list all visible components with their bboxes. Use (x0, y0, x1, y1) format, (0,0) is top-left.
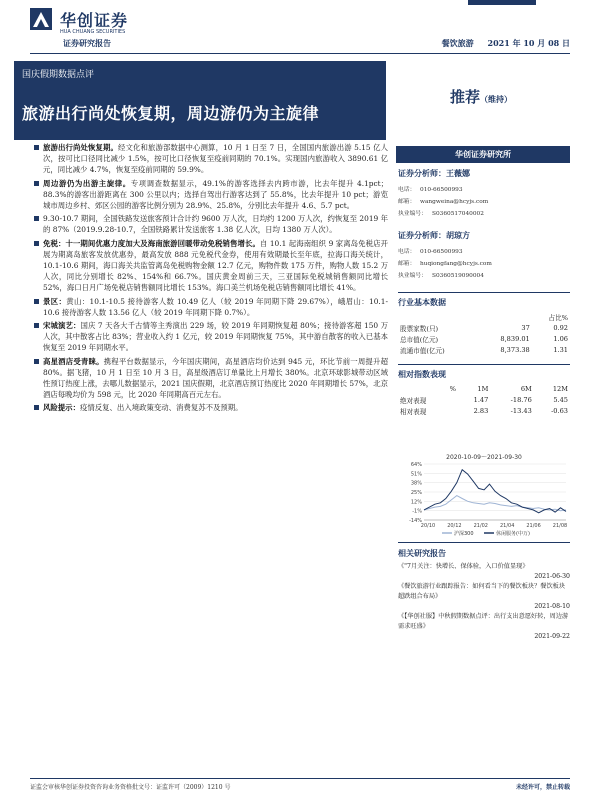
analyst-name-value: 王薇娜 (446, 168, 470, 178)
table-row (398, 344, 570, 355)
related-report-link[interactable]: 《餐饮旅游行业跟踪报告：如何看当下的餐饮板块？餐饮板块超跌组合布局》 (398, 583, 566, 600)
footer-license: 证监会审核华创证券投资咨询业务资格批文号：证监许可（2009）1210 号 (30, 784, 231, 791)
phone-value: 010-66500993 (420, 187, 463, 193)
col-header: 6M (520, 384, 532, 393)
y-tick-label: 25% (410, 490, 422, 496)
related-report-link[interactable]: 《【华创社服】中秋假期数据点评：出行支出意愿好转，周边游需求旺盛》 (398, 613, 569, 630)
hc-logo-icon (30, 8, 52, 30)
row-value: 1.47 (473, 395, 489, 404)
bullet-square-icon (34, 216, 39, 221)
bullet-item (16, 402, 388, 413)
bullet-text: 疫情反复、出入境政策变动、消费复苏不及预期。 (79, 403, 243, 413)
bullet-text: 携程平台数据显示，今年国庆期间，高星酒店均价达到 945 元，环比节前一周提升超 80%。据飞猪，10 月 1 日至 10 月 3 日，高星级酒店订单量比上月增长 380%。北京环球影城带动区域性预订热度上涨，去哪儿数据显示，2021 国庆假期，北京酒店预订热度比 2020 年同期增长 57%，北京酒店每晚均价为 598 元，比 2020 年同期高百元左右。 (43, 356, 388, 400)
chart-x-ticks (421, 523, 567, 529)
row-label: 流通市值(亿元) (400, 346, 445, 355)
header-tab-decoration (468, 0, 536, 5)
footer-divider (30, 778, 570, 779)
col-header: % (449, 384, 456, 393)
report-date: 2021 年 10 月 08 日 (487, 38, 570, 48)
analyst-name (398, 168, 570, 179)
bullet-text: 专项调查数据显示，49.1%的游客选择去内跨市游，比去年提升 4.1pct；88.3%的游客出游距离在 300 公里以内；选择自驾出行游客达到了 55.8%，比去年提升 10 pct；游览城市周边乡村、郊区公园的游客比例分别为 28.9%、25.8%，分别比去年提升 4.6、5.7 pct。 (43, 178, 388, 211)
industry-date (442, 38, 570, 49)
bullet-item (16, 178, 388, 212)
related-report-date: 2021-06-30 (534, 573, 570, 580)
logo-en: HUA CHUANG SECURITIES (60, 29, 126, 35)
row-label: 绝对表现 (400, 396, 427, 405)
email-label: 邮箱： (398, 261, 416, 267)
analyst-2 (398, 230, 570, 282)
table-row (398, 394, 570, 405)
analyst-license (398, 270, 570, 282)
analyst-phone (398, 184, 570, 196)
legend-label: 沪深300 (454, 531, 474, 537)
report-subtitle: 国庆假期数据点评 (22, 70, 95, 80)
row-value: -0.63 (551, 406, 568, 415)
license-label: 执业编号： (398, 273, 427, 279)
x-tick-label: 20/12 (447, 523, 462, 529)
ratio-header: 占比% (548, 313, 568, 322)
y-tick-label: -1% (412, 508, 422, 515)
performance-chart-svg (398, 452, 570, 538)
chart-title: 2020-10-09～2021-09-30 (446, 454, 522, 461)
related-report-date: 2021-08-10 (534, 603, 570, 610)
x-tick-label: 20/10 (420, 523, 436, 529)
table-row (398, 383, 570, 394)
bullet-item (16, 320, 388, 354)
rating-note: （维持） (480, 94, 513, 104)
analyst-email (398, 258, 570, 270)
analyst-role: 证券分析师： (398, 230, 446, 240)
license-value: S0360519090004 (432, 273, 484, 279)
bullet-heading: 免税：十一期间优惠力度加大及海南旅游回暖带动免税销售增长。 (43, 238, 260, 248)
bullet-heading: 风险提示： (43, 403, 80, 413)
x-tick-label: 21/02 (473, 523, 489, 529)
phone-label: 电话： (398, 187, 416, 193)
x-tick-label: 21/04 (499, 523, 515, 529)
related-report-date: 2021-09-22 (534, 633, 570, 640)
bullet-text: 国庆 7 天各大千古情等主秀演出 229 场，较 2019 年同期恢复超 80%；接待游客超 150 万人次，其中散客占比 83%；营业收入约 1 亿元，较 2019 年同期恢复 75%，其中游自散客的收入已基本恢复至 2019 年同期水平。 (43, 321, 388, 353)
relative-perf-table (398, 383, 570, 416)
analyst-role: 证券分析师： (398, 168, 446, 178)
related-title: 相关研究报告 (398, 548, 446, 558)
analyst-1 (398, 168, 570, 220)
email-value[interactable]: wangweina@hcyjs.com (420, 199, 489, 205)
analyst-name (398, 230, 570, 241)
bullet-square-icon (34, 145, 39, 150)
bullet-square-icon (34, 359, 39, 364)
bullet-square-icon (34, 241, 39, 246)
y-tick-label: -14% (409, 518, 422, 524)
rating (450, 86, 512, 107)
license-label: 执业编号： (398, 211, 427, 217)
table-row (398, 333, 570, 344)
email-label: 邮箱： (398, 199, 416, 205)
report-title: 旅游出行尚处恢复期，周边游仍为主旋律 (22, 104, 320, 123)
row-value: 8,839.01 (500, 334, 530, 343)
bullet-heading: 宋城演艺： (43, 321, 81, 331)
bullet-item (16, 142, 388, 176)
table-row (398, 322, 570, 333)
y-tick-label: 51% (410, 471, 422, 478)
bullet-text: 9.30-10.7 期间，全国铁路发送旅客预计合计约 9600 万人次，日均约 1200 万人次，约恢复至 2019 年的 87%（2019.9.28-10.7，全国铁路累计发送旅客 1.38 亿人次，日均 1380 万人次）。 (43, 214, 388, 235)
bullet-text: 自 10.1 起海南组织 9 家离岛免税店开展为期离岛旅客发放优惠券，最高发放 888 元免税代金券，使用有效期最长至年底，拉海口海关统计，10.1-10.6 期间，海口海关共监管离岛免税购物金额 12.7 亿元，购物件数 175 万件，购物人数 15.2 万人次，同比分别增长 82%、154%和 66.7%。国庆黄金周前三天，三亚国际免税城销售额同比增长 52%，海口日月广场免税店销售额同比增长 153%。海口美兰机场免税店销售额同比增长 41%。 (43, 238, 388, 293)
analyst-name-value: 胡琼方 (446, 230, 470, 240)
analyst-license (398, 208, 570, 220)
y-tick-label: 12% (410, 499, 422, 506)
summary-bullets (16, 142, 388, 416)
title-banner (14, 61, 386, 140)
y-tick-label: 38% (410, 480, 422, 487)
bullet-square-icon (34, 299, 39, 304)
analyst-email (398, 196, 570, 208)
basic-data-title: 行业基本数据 (398, 297, 446, 307)
row-ratio: 1.31 (553, 345, 568, 354)
header-divider (30, 53, 570, 54)
basic-data-table (398, 311, 570, 355)
industry-label: 餐饮旅游 (441, 38, 474, 48)
x-tick-label: 21/08 (552, 523, 568, 529)
row-label: 相对表现 (400, 407, 427, 416)
bullet-heading: 景区： (43, 296, 67, 306)
series-line (424, 496, 566, 511)
related-report-link[interactable]: 《"7月关注：快增长、保体验，入口价值显现》 (398, 563, 529, 570)
relative-performance (398, 364, 570, 416)
footer-notice: 未经许可，禁止转载 (515, 784, 570, 791)
row-ratio: 0.92 (553, 323, 568, 332)
institute-banner: 华创证券研究所 (396, 146, 570, 163)
bullet-item (16, 213, 388, 235)
series-line (424, 470, 566, 513)
logo-cn: 华创证券 (60, 11, 129, 30)
license-value: S0360517040002 (432, 211, 484, 217)
row-value: 5.45 (553, 395, 568, 404)
row-value: 8,373.38 (500, 345, 530, 354)
row-label: 股票家数(只) (400, 324, 439, 333)
row-value: 37 (521, 323, 530, 332)
chart-legend (442, 530, 530, 537)
analyst-phone (398, 246, 570, 258)
bullet-item (16, 238, 388, 294)
row-value: -18.76 (510, 395, 532, 404)
chart-grid (424, 464, 566, 520)
phone-label: 电话： (398, 249, 416, 255)
bullet-item (16, 356, 388, 401)
rating-label: 推荐 (450, 88, 481, 106)
bullet-item (16, 296, 388, 318)
performance-chart (398, 452, 570, 538)
row-value: -13.43 (510, 406, 532, 415)
row-ratio: 1.06 (553, 334, 568, 343)
email-value[interactable]: huqiongfang@hcyjs.com (420, 261, 492, 267)
bullet-square-icon (34, 181, 39, 186)
related-reports (398, 542, 570, 642)
bullet-square-icon (34, 323, 39, 328)
bullet-heading: 高星酒店受青睐。 (43, 356, 104, 366)
bullet-text: 经文化和旅游部数据中心测算，10 月 1 日至 7 日，全国国内旅游出游 5.15 亿人次，按可比口径同比减少 1.5%，按可比口径恢复至疫前同期的 70.1%。实现国内旅游收入 3890.61 亿元，同比减少 4.7%，恢复至疫前同期的 59.9%。 (43, 143, 388, 175)
relative-perf-title: 相对指数表现 (398, 369, 446, 379)
bullet-heading: 旅游出行尚处恢复期。 (43, 143, 119, 152)
company-logo (30, 8, 150, 38)
bullet-text: 黄山：10.1-10.5 接待游客人数 10.49 亿人（较 2019 年同期下降 29.67%），峨眉山：10.1-10.6 接待游客人数 13.56 亿人（较 2019 年同期下降 0.7%）。 (43, 296, 388, 317)
row-value: 2.83 (473, 406, 489, 415)
y-tick-label: 64% (410, 462, 422, 468)
table-row (398, 311, 570, 322)
bullet-square-icon (34, 405, 39, 410)
chart-y-ticks (409, 462, 422, 524)
col-header: 12M (552, 384, 568, 393)
industry-basic-data (398, 292, 570, 355)
chart-series (424, 470, 566, 513)
x-tick-label: 21/06 (526, 523, 541, 529)
legend-label: 休闲服务(中万) (496, 531, 530, 537)
phone-value: 010-66500993 (420, 249, 463, 255)
bullet-heading: 周边游仍为出游主旋律。 (43, 178, 131, 188)
report-type: 证券研究报告 (63, 38, 111, 48)
table-row (398, 405, 570, 416)
row-label: 总市值(亿元) (400, 335, 439, 344)
col-header: 1M (477, 384, 489, 393)
